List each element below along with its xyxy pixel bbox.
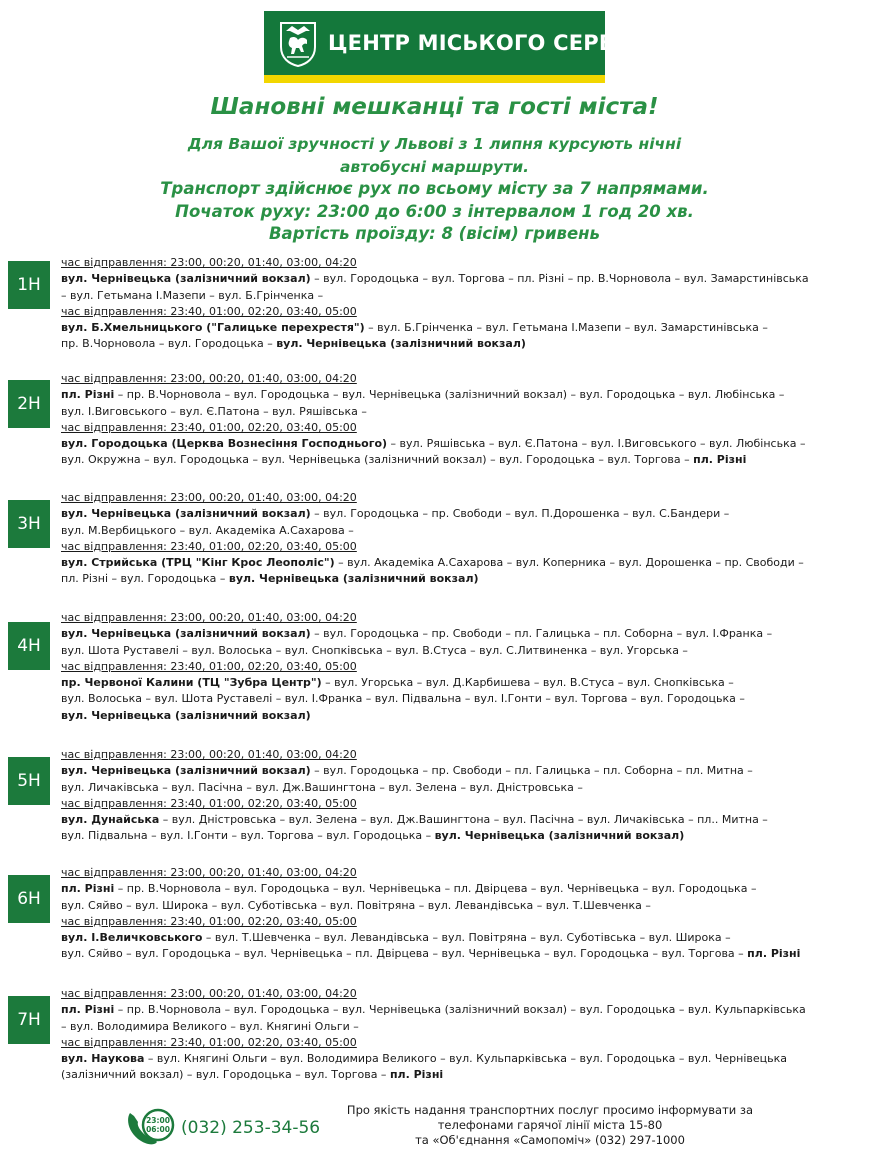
route-badge: 1Н — [8, 261, 50, 309]
route-back-line-2 — [61, 946, 859, 962]
route-forward-line-2: вул. І.Виговського – вул. Є.Патона – вул. Ряшівська – — [61, 404, 367, 418]
intro-line-4: Початок руху: 23:00 до 6:00 з інтервалом 1 год 20 хв. — [175, 201, 694, 221]
route-back-stops-2: вул. Окружна – вул. Городоцька – вул. Чернівецька (залізничний вокзал) – вул. Городоцька – вул. Торгова – — [61, 453, 694, 467]
departure-times-forward: час відправлення: 23:00, 00:20, 01:40, 03:00, 04:20 — [61, 866, 357, 879]
route-back-line — [61, 555, 859, 571]
phone-icon-time-top: 23:00 — [146, 1116, 170, 1125]
route-back-end: пл. Різні — [693, 453, 747, 467]
route-forward-line — [61, 387, 859, 403]
route-forward-start: вул. Чернівецька (залізничний вокзал) — [61, 764, 311, 778]
route-back-end: вул. Чернівецька (залізничний вокзал) — [434, 829, 685, 843]
route-back-line — [61, 812, 859, 828]
route-back-start: вул. Дунайська — [61, 813, 160, 827]
intro-line-5: Вартість проїзду: 8 (вісім) гривень — [268, 224, 600, 243]
route-back-stops-2: пл. Різні – вул. Городоцька – — [61, 572, 229, 586]
feedback-note-line-3: та «Об'єднання «Самопоміч» (032) 297-1000 — [415, 1133, 685, 1147]
route-text — [61, 371, 859, 469]
route-back-line-3 — [61, 708, 859, 724]
route-back-end: пл. Різні — [747, 947, 801, 961]
route-text — [61, 865, 859, 963]
intro-line-3 — [0, 178, 869, 201]
greeting-heading: Шановні мешканці та гості міста! — [210, 94, 659, 120]
route-back-stops-2: вул. Підвальна – вул. І.Гонти – вул. Торгова – вул. Городоцька – — [61, 829, 435, 843]
route-forward-start: пл. Різні — [61, 1003, 115, 1017]
departure-times-forward: час відправлення: 23:00, 00:20, 01:40, 03:00, 04:20 — [61, 491, 357, 504]
departure-times-back: час відправлення: 23:40, 01:00, 02:20, 03:40, 05:00 — [61, 914, 357, 928]
route-forward-line-2: – вул. Володимира Великого – вул. Княгині Ольги – — [61, 1019, 359, 1033]
route-back-stops-2: (залізничний вокзал) – вул. Городоцька – вул. Торгова – — [61, 1068, 390, 1082]
hotline-phone[interactable]: (032) 253-34-56 — [181, 1118, 321, 1138]
intro-line-3-text: Транспорт здійснює рух по всьому місту за — [160, 179, 574, 198]
phone-clock-icon — [124, 1107, 176, 1147]
route-forward-line — [61, 763, 859, 779]
route-back-line-2: вул. Волоська – вул. Шота Руставелі – вул. І.Франка – вул. Підвальна – вул. І.Гонти – вул. Торгова – вул. Городоцька – — [61, 692, 745, 706]
route-back-stops: – вул. Академіка А.Сахарова – вул. Коперника – вул. Дорошенка – пр. Свободи – — [334, 556, 804, 570]
route-back-start: вул. І.Величковського — [61, 931, 203, 945]
route-forward-stops: – вул. Городоцька – пр. Свободи – вул. П.Дорошенка – вул. С.Бандери – — [310, 507, 730, 521]
departure-times-back: час відправлення: 23:40, 01:00, 02:20, 03:40, 05:00 — [61, 659, 357, 673]
route-forward-stops: – вул. Городоцька – пр. Свободи – пл. Галицька – пл. Соборна – пл. Митна – — [310, 764, 753, 778]
feedback-note-line-1: Про якість надання транспортних послуг просимо інформувати за — [346, 1103, 754, 1117]
phone-icon-time-bottom: 06:00 — [146, 1125, 170, 1134]
route-text — [61, 490, 859, 588]
route-back-stops: – вул. Княгині Ольги – вул. Володимира Великого – вул. Кульпарківська – вул. Городоцька – вул. Чернівецька — [144, 1052, 788, 1066]
route-back-line — [61, 930, 859, 946]
route-badge: 4Н — [8, 622, 50, 670]
route-back-stops-2: пр. В.Чорновола – вул. Городоцька – — [61, 337, 277, 351]
departure-times-back: час відправлення: 23:40, 01:00, 02:20, 03:40, 05:00 — [61, 1035, 357, 1049]
route-forward-stops: – вул. Городоцька – вул. Торгова – пл. Різні – пр. В.Чорновола – вул. Замарстинівська — [310, 272, 809, 286]
route-text — [61, 747, 859, 845]
route-back-start: вул. Стрийська (ТРЦ "Кінг Крос Леополіс") — [61, 556, 335, 570]
route-back-line — [61, 1051, 859, 1067]
route-forward-stops: – пр. В.Чорновола – вул. Городоцька – вул. Чернівецька (залізничний вокзал) – вул. Городоцька – вул. Любінська – — [114, 388, 785, 402]
departure-times-back: час відправлення: 23:40, 01:00, 02:20, 03:40, 05:00 — [61, 539, 357, 553]
route-badge: 2Н — [8, 380, 50, 428]
route-back-start: пр. Червоної Калини (ТЦ "Зубра Центр") — [61, 676, 322, 690]
lion-crest-icon — [279, 21, 317, 67]
route-forward-line-2: вул. Личаківська – вул. Пасічна – вул. Дж.Вашингтона – вул. Зелена – вул. Дністровська – — [61, 780, 583, 794]
route-forward-line — [61, 506, 859, 522]
route-back-line — [61, 436, 859, 452]
route-forward-start: вул. Чернівецька (залізничний вокзал) — [61, 627, 311, 641]
route-back-stops: – вул. Угорська – вул. Д.Карбишева – вул. В.Стуса – вул. Снопківська – — [321, 676, 734, 690]
departure-times-forward: час відправлення: 23:00, 00:20, 01:40, 03:00, 04:20 — [61, 611, 357, 624]
route-text — [61, 255, 859, 353]
route-back-stops: – вул. Б.Грінченка – вул. Гетьмана І.Мазепи – вул. Замарстинівська – — [364, 321, 768, 335]
departure-times-forward: час відправлення: 23:00, 00:20, 01:40, 03:00, 04:20 — [61, 256, 357, 269]
logo-stripe — [264, 75, 605, 83]
route-back-start: вул. Б.Хмельницького ("Галицьке перехрестя") — [61, 321, 365, 335]
route-back-end: вул. Чернівецька (залізничний вокзал) — [276, 337, 526, 351]
route-back-start: вул. Наукова — [61, 1052, 145, 1066]
route-forward-stops: – пр. В.Чорновола – вул. Городоцька – вул. Чернівецька – пл. Двірцева – вул. Чернівецька – вул. Городоцька – — [114, 882, 757, 896]
route-back-end: пл. Різні — [389, 1068, 444, 1082]
route-forward-line-2: – вул. Гетьмана І.Мазепи – вул. Б.Грінченка – — [61, 288, 324, 302]
departure-times-forward: час відправлення: 23:00, 00:20, 01:40, 03:00, 04:20 — [61, 748, 357, 761]
route-forward-line — [61, 626, 859, 642]
departure-times-back: час відправлення: 23:40, 01:00, 02:20, 03:40, 05:00 — [61, 420, 357, 434]
route-forward-start: пл. Різні — [61, 882, 115, 896]
route-back-stops: – вул. Т.Шевченка – вул. Левандівська – вул. Повітряна – вул. Суботівська – вул. Широка – — [202, 931, 731, 945]
route-forward-line-2: вул. Шота Руставелі – вул. Волоська – вул. Снопківська – вул. В.Стуса – вул. С.Литвиненка – вул. Угорська – — [61, 643, 688, 657]
route-back-stops-2: вул. Сяйво – вул. Городоцька – вул. Чернівецька – пл. Двірцева – вул. Чернівецька – вул. Городоцька – вул. Торгова – — [61, 947, 748, 961]
route-text — [61, 986, 859, 1084]
logo-title: ЦЕНТР МІСЬКОГО СЕРВІСУ — [328, 31, 656, 55]
intro-text — [0, 133, 869, 246]
intro-line-2: автобусні маршрути. — [339, 157, 530, 176]
route-text — [61, 610, 859, 724]
route-back-stops: – вул. Дністровська – вул. Зелена – вул. Дж.Вашингтона – вул. Пасічна – вул. Личаківська – пл.. Митна – — [159, 813, 768, 827]
route-back-line — [61, 320, 859, 336]
route-forward-stops: – вул. Городоцька – пр. Свободи – пл. Галицька – пл. Соборна – вул. І.Франка – — [310, 627, 773, 641]
route-badge: 7Н — [8, 996, 50, 1044]
city-service-logo — [264, 11, 656, 83]
departure-times-back: час відправлення: 23:40, 01:00, 02:20, 03:40, 05:00 — [61, 796, 357, 810]
intro-line-3-directions: 7 напрямами. — [579, 179, 709, 198]
route-forward-stops: – пр. В.Чорновола – вул. Городоцька – вул. Чернівецька (залізничний вокзал) – вул. Городоцька – вул. Кульпарківська — [114, 1003, 806, 1017]
route-badge: 6Н — [8, 875, 50, 923]
departure-times-forward: час відправлення: 23:00, 00:20, 01:40, 03:00, 04:20 — [61, 372, 357, 385]
route-back-line-2 — [61, 571, 859, 587]
feedback-note — [345, 1103, 755, 1148]
route-forward-start: вул. Чернівецька (залізничний вокзал) — [61, 272, 311, 286]
intro-line-1: Для Вашої зручності у Львові з 1 липня курсують нічні — [187, 135, 682, 153]
route-back-start: вул. Городоцька (Церква Вознесіння Господнього) — [61, 437, 388, 451]
route-back-line — [61, 675, 859, 691]
feedback-note-line-2: телефонами гарячої лінії міста 15-80 — [437, 1118, 663, 1132]
route-back-line-2 — [61, 452, 859, 468]
route-forward-line — [61, 1002, 859, 1018]
route-back-end: вул. Чернівецька (залізничний вокзал) — [228, 572, 479, 586]
departure-times-forward: час відправлення: 23:00, 00:20, 01:40, 03:00, 04:20 — [61, 987, 357, 1000]
route-forward-start: вул. Чернівецька (залізничний вокзал) — [61, 507, 311, 521]
route-forward-line — [61, 271, 859, 287]
route-badge: 3Н — [8, 500, 50, 548]
departure-times-back: час відправлення: 23:40, 01:00, 02:20, 03:40, 05:00 — [61, 304, 357, 318]
route-back-line-2 — [61, 336, 859, 352]
route-forward-start: пл. Різні — [61, 388, 115, 402]
route-badge: 5Н — [8, 757, 50, 805]
route-forward-line-2: вул. М.Вербицького – вул. Академіка А.Сахарова – — [61, 523, 354, 537]
route-back-line-2 — [61, 828, 859, 844]
route-back-line-2 — [61, 1067, 859, 1083]
route-back-stops: – вул. Ряшівська – вул. Є.Патона – вул. І.Виговського – вул. Любінська – — [387, 437, 806, 451]
route-forward-line — [61, 881, 859, 897]
route-back-end: вул. Чернівецька (залізничний вокзал) — [61, 708, 311, 722]
route-forward-line-2: вул. Сяйво – вул. Широка – вул. Суботівська – вул. Повітряна – вул. Левандівська – вул. Т.Шевченка – — [61, 898, 651, 912]
